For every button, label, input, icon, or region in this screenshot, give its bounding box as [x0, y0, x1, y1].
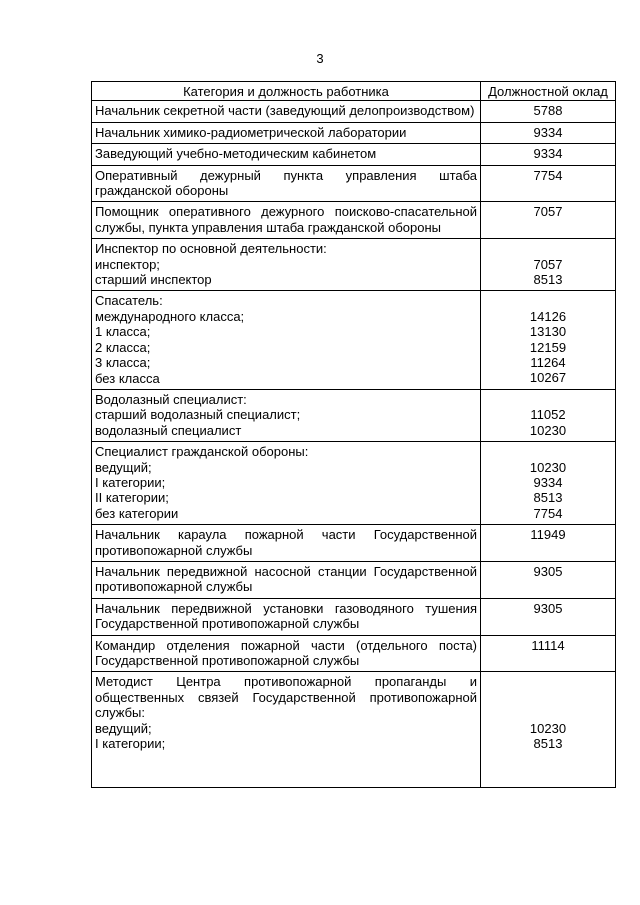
table-row [92, 525, 616, 562]
position-line: Заведующий учебно-методическим кабинетом [95, 146, 377, 162]
position-line: Начальник химико-радиометрической лаборатории [95, 124, 407, 140]
position-line: водолазный специалист [95, 422, 242, 438]
salary-cell [481, 389, 616, 441]
position-line: старший инспектор [95, 272, 212, 288]
position-cell [92, 202, 481, 239]
position-line: Начальник передвижной установки газоводяного тушения Государственной противопожарной службы [95, 600, 477, 632]
salary-value: 9305 [533, 600, 563, 616]
position-cell [92, 101, 481, 122]
position-line: ведущий; [95, 720, 152, 736]
salary-value: 8513 [533, 735, 563, 751]
salary-value: 10230 [529, 459, 567, 475]
position-cell [92, 442, 481, 525]
position-cell [92, 239, 481, 291]
table-row [92, 561, 616, 598]
position-line: Начальник секретной части (заведующий делопроизводством) [95, 103, 475, 119]
salary-value: 7057 [533, 204, 563, 220]
salary-cell [481, 239, 616, 291]
salary-value: 14126 [529, 308, 567, 324]
salary-cell [481, 635, 616, 672]
header-salary: Должностной оклад [481, 82, 616, 101]
position-line: 1 класса; [95, 324, 151, 340]
position-line: Помощник оперативного дежурного поисково-спасательной службы, пункта управления штаба гражданской обороны [95, 204, 477, 235]
position-cell [92, 635, 481, 672]
table-row [92, 165, 616, 202]
salary-value [484, 444, 612, 459]
table-row [92, 101, 616, 122]
position-line: Начальник передвижной насосной станции Государственной противопожарной службы [95, 563, 477, 595]
salary-value [484, 392, 612, 407]
salary-cell [481, 442, 616, 525]
salary-value: 10230 [529, 720, 567, 736]
salary-value: 8513 [533, 490, 563, 506]
position-cell [92, 122, 481, 143]
salary-cell [481, 202, 616, 239]
position-line: Методист Центра противопожарной пропаганды и общественных связей Государственной противопожарной службы: [95, 674, 477, 721]
table-row [92, 389, 616, 441]
salary-value: 9305 [533, 563, 563, 579]
salary-value: 11114 [531, 637, 565, 653]
position-line: I категории; [95, 474, 166, 490]
salary-value: 9334 [533, 474, 563, 490]
salary-table [91, 81, 616, 788]
position-cell [92, 525, 481, 562]
salary-value: 11264 [530, 355, 566, 371]
position-cell [92, 291, 481, 389]
salary-value: 8513 [533, 272, 563, 288]
salary-value: 13130 [529, 324, 567, 340]
position-cell [92, 165, 481, 202]
table-row [92, 598, 616, 635]
salary-value [484, 241, 612, 256]
position-line: 2 класса; [95, 339, 151, 355]
salary-value: 12159 [529, 339, 567, 355]
position-line: старший водолазный специалист; [95, 407, 301, 423]
position-cell [92, 144, 481, 165]
salary-value: 7057 [533, 256, 563, 272]
salary-value: 10267 [529, 370, 567, 386]
position-line: Водолазный специалист: [95, 391, 247, 407]
position-line: Специалист гражданской обороны: [95, 444, 309, 460]
salary-value: 10230 [529, 422, 567, 438]
position-cell [92, 561, 481, 598]
salary-value: 9334 [533, 124, 563, 140]
table-row [92, 672, 616, 788]
salary-value: 5788 [533, 103, 563, 119]
position-line: без класса [95, 370, 160, 386]
table-row [92, 122, 616, 143]
table-row [92, 635, 616, 672]
position-line: Начальник караула пожарной части Государственной противопожарной службы [95, 527, 477, 558]
salary-cell [481, 291, 616, 389]
position-line: ведущий; [95, 459, 152, 475]
position-line: Командир отделения пожарной части (отдельного поста) Государственной противопожарной службы [95, 637, 477, 668]
salary-value: 9334 [533, 146, 563, 162]
salary-value: 11949 [530, 527, 566, 543]
table-body [92, 101, 616, 788]
salary-cell [481, 144, 616, 165]
salary-value: 7754 [533, 167, 563, 183]
header-category: Категория и должность работника [92, 82, 481, 101]
page-number: 3 [316, 51, 324, 66]
position-line: II категории; [95, 490, 169, 506]
salary-value [484, 293, 612, 308]
position-line: Спасатель: [95, 293, 163, 309]
position-line: Оперативный дежурный пункта управления штаба гражданской обороны [95, 167, 477, 199]
position-line: I категории; [95, 736, 166, 752]
salary-value: 11052 [530, 407, 566, 423]
position-cell [92, 389, 481, 441]
salary-value [484, 674, 612, 689]
salary-value [484, 705, 612, 720]
salary-value: 7754 [533, 505, 563, 521]
table-row [92, 442, 616, 525]
salary-cell [481, 525, 616, 562]
salary-value [484, 690, 612, 705]
position-line: Инспектор по основной деятельности: [95, 241, 327, 257]
position-cell [92, 598, 481, 635]
position-line: без категории [95, 505, 179, 521]
table-row [92, 291, 616, 389]
position-line: инспектор; [95, 256, 160, 272]
position-line: 3 класса; [95, 355, 151, 371]
position-cell [92, 672, 481, 788]
salary-cell [481, 165, 616, 202]
salary-cell [481, 101, 616, 122]
position-line: международного класса; [95, 308, 245, 324]
salary-cell [481, 122, 616, 143]
salary-cell [481, 672, 616, 788]
salary-cell [481, 598, 616, 635]
salary-cell [481, 561, 616, 598]
table-row [92, 144, 616, 165]
table-row [92, 239, 616, 291]
table-header-row [92, 82, 616, 101]
table-row [92, 202, 616, 239]
